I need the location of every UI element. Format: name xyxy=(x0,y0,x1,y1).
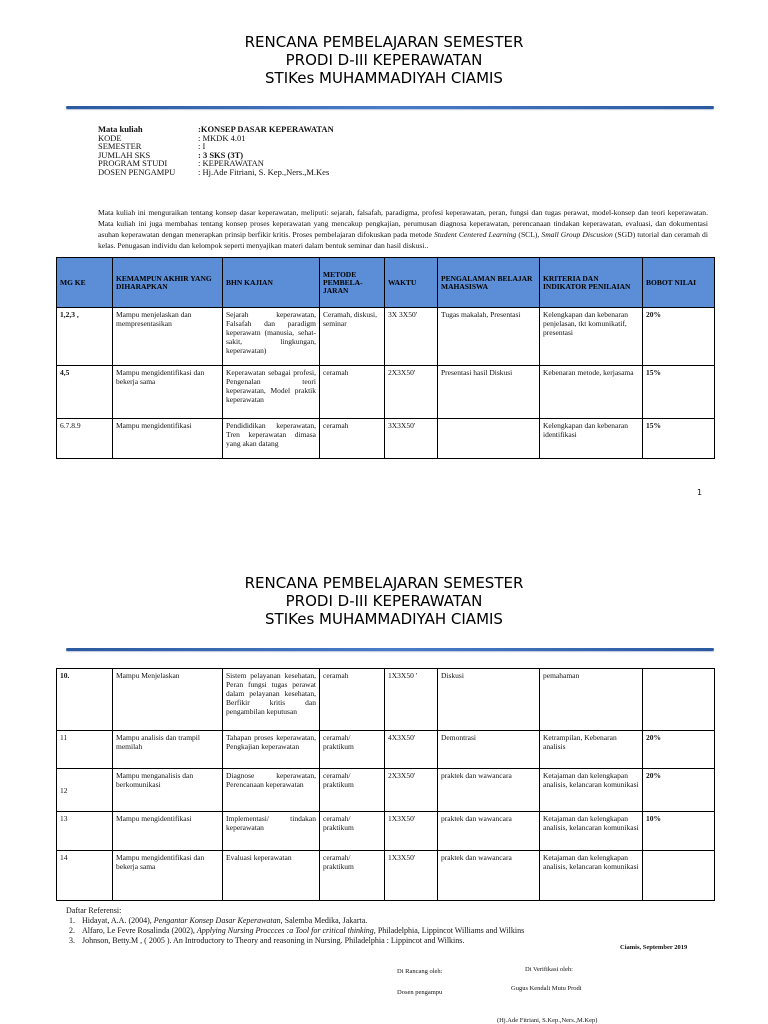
header-bobot: BOBOT NILAI xyxy=(643,258,715,308)
designer-name: (Hj.Ade Fitriani, S.Kep.,Ners.,M.Kep) xyxy=(497,1017,598,1024)
references-heading: Daftar Referensi: xyxy=(66,906,122,915)
table-row: 13 Mampu mengidentifikasi Implementasi/ tindakan keperawatan ceramah/ praktikum 1X3X50' praktek dan wawancara Ketajaman dan kelengkapan analisis, kelancaran komunikasi 10% xyxy=(57,812,715,851)
header-metode: METODE PEMBELA-JARAN xyxy=(320,258,385,308)
page2-title-line2: PRODI D-III KEPERAWATAN xyxy=(285,592,483,610)
reference-item: 3. Johnson, Betty.M , ( 2005 ). An Introductory to Theory and reasoning in Nursing. Philadelphia : Lippincot and Wilkins. xyxy=(69,936,465,945)
page2-title-line1: RENCANA PEMBELAJARAN SEMESTER xyxy=(244,574,524,592)
info-row-semester: SEMESTER : I xyxy=(98,141,206,151)
table-header-row xyxy=(57,258,715,308)
page2-divider xyxy=(66,648,714,651)
sign-place-date: Ciamis, September 2019 xyxy=(620,944,688,951)
designer-role: Dosen pengampu xyxy=(397,989,443,996)
header-bahan-kajian: BHN KAJIAN xyxy=(223,258,320,308)
info-row-jumlah-sks: JUMLAH SKS : 3 SKS (3T) xyxy=(98,149,244,160)
page1-divider xyxy=(66,106,714,109)
table-row: 6.7.8.9 Mampu mengidentifikasi Pendididikan keperawatan, Tren keperawatan dimasa yang akan datang ceramah 3X3X50' Kelengkapan dan kebenaran identifikasi 15% xyxy=(57,419,715,459)
info-row-program-studi: PROGRAM STUDI : KEPERAWATAN xyxy=(98,158,264,168)
verifier-role: Gugus Kendali Mutu Prodi xyxy=(511,985,582,992)
info-row-mata-kuliah: Mata kuliah :KONSEP DASAR KEPERAWATAN xyxy=(98,124,334,134)
reference-item: 2. Alfaro, Le Fevre Rosalinda (2002), Applying Nursing Proccces :a Tool for critical thinking, Philadelphia, Lippincot Williams and Wilkins xyxy=(69,926,525,935)
table-row: 10. Mampu Menjelaskan Sistem pelayanan kesehatan, Peran fungsi tugas perawat dalam pelayanan kesehatan, Berfikir kritis dan pengambilan keputusan ceramah 1X3X50 ' Diskusi pemahaman xyxy=(57,669,715,731)
page1-title-line2: PRODI D-III KEPERAWATAN xyxy=(285,51,483,69)
rps-table-page2 xyxy=(56,668,715,901)
header-pengalaman: PENGALAMAN BELAJAR MAHASISWA xyxy=(438,258,540,308)
header-mg-ke: MG KE xyxy=(57,258,113,308)
info-row-kode: KODE : MKDK 4.01 xyxy=(98,132,246,143)
header-kriteria: KRITERIA DAN INDIKATOR PENILAIAN xyxy=(540,258,643,308)
table-row: 4,5 Mampu mengidentifikasi dan bekerja sama Keperawatan sebagai profesi, Pengenalan teori keperawatan, Model praktik keperawatan ceramah 2X3X50' Presentasi hasil Diskusi Kebenaran metode, kerjasama 15% xyxy=(57,366,715,419)
page1-title-line3: STIKes MUHAMMADIYAH CIAMIS xyxy=(265,69,503,87)
page2-title xyxy=(0,574,768,628)
table-row: 1,2,3 , Mampu menjelaskan dan mempresentasikan Sejarah keperawatan, Falsafah dan paradigm keperawatn (manusia, sehat-sakit, lingkungan, keperawatan) Ceramah, diskusi, seminar 3X 3X50' Tugas makalah, Presentasi Kelengkapan dan kebenaran penjelasan, tkt komunikatif, presentasi 20% xyxy=(57,308,715,366)
header-waktu: WAKTU xyxy=(385,258,438,308)
rps-table-page1 xyxy=(56,257,715,459)
page2-title-line3: STIKes MUHAMMADIYAH CIAMIS xyxy=(265,610,503,628)
references xyxy=(66,906,524,946)
page1-title xyxy=(0,33,768,87)
designed-by-label: Di Rancang oleh: xyxy=(397,968,443,975)
header-kemampuan: KEMAMPUN AKHIR YANG DIHARAPKAN xyxy=(113,258,223,308)
info-row-dosen: DOSEN PENGAMPU : Hj.Ade Fitriani, S. Kep.,Ners.,M.Kes xyxy=(98,166,330,177)
verified-by-label: Di Verifikasi oleh: xyxy=(525,966,573,973)
table-row: 14 Mampu mengidentifikasi dan bekerja sama Evaluasi keperawatan ceramah/ praktikum 1X3X50' praktek dan wawancara Ketajaman dan kelengkapan analisis, kelancaran komunikasi xyxy=(57,851,715,901)
page-number: 1 xyxy=(697,488,703,497)
course-info xyxy=(98,125,334,176)
page1-title-line1: RENCANA PEMBELAJARAN SEMESTER xyxy=(244,33,524,51)
table-row: 12 Mampu menganalisis dan berkomunikasi Diagnose keperawatan, Perencanaan keperawatan ceramah/ praktikum 2X3X50' praktek dan wawancara Ketajaman dan kelengkapan analisis, kelancaran komunikasi 20% xyxy=(57,769,715,812)
reference-item: 1. Hidayat, A.A. (2004), Pengantar Konsep Dasar Keperawatan, Salemba Medika, Jakarta. xyxy=(69,916,368,925)
table-row: 11 Mampu analisis dan trampil memilah Tahapan proses keperawatan, Pengkajian keperawatan ceramah/ praktikum 4X3X50' Demontrasi Ketrampilan, Kebenaran analisis 20% xyxy=(57,731,715,769)
course-description: Mata kuliah ini menguraikan tentang konsep dasar keperawatan, meliputi: sejarah, falsafah, paradigma, profesi keperawatan, peran, fungsi dan tugas perawat, model-konsep dan teori keperawatan. Mata kuliah ini juga membahas tentang konsep proses keperawatan yang mencakup pengkajian, perumusan diagnosa keperawatan, perencanaan tindakan keperawatan, evaluasi, dan dokumentasi asuhan keperawatan dengan menerapkan prinsip berfikir kritis. Proses pembelajaran difokuskan pada metode Student Centered Learning (SCL), Small Group Discusion (SGD) tutorial dan ceramah di kelas. Penugasan individu dan kelompok seperti menyajikan materi dalam bentuk seminar dan hasil diskusi.. xyxy=(98,208,708,250)
